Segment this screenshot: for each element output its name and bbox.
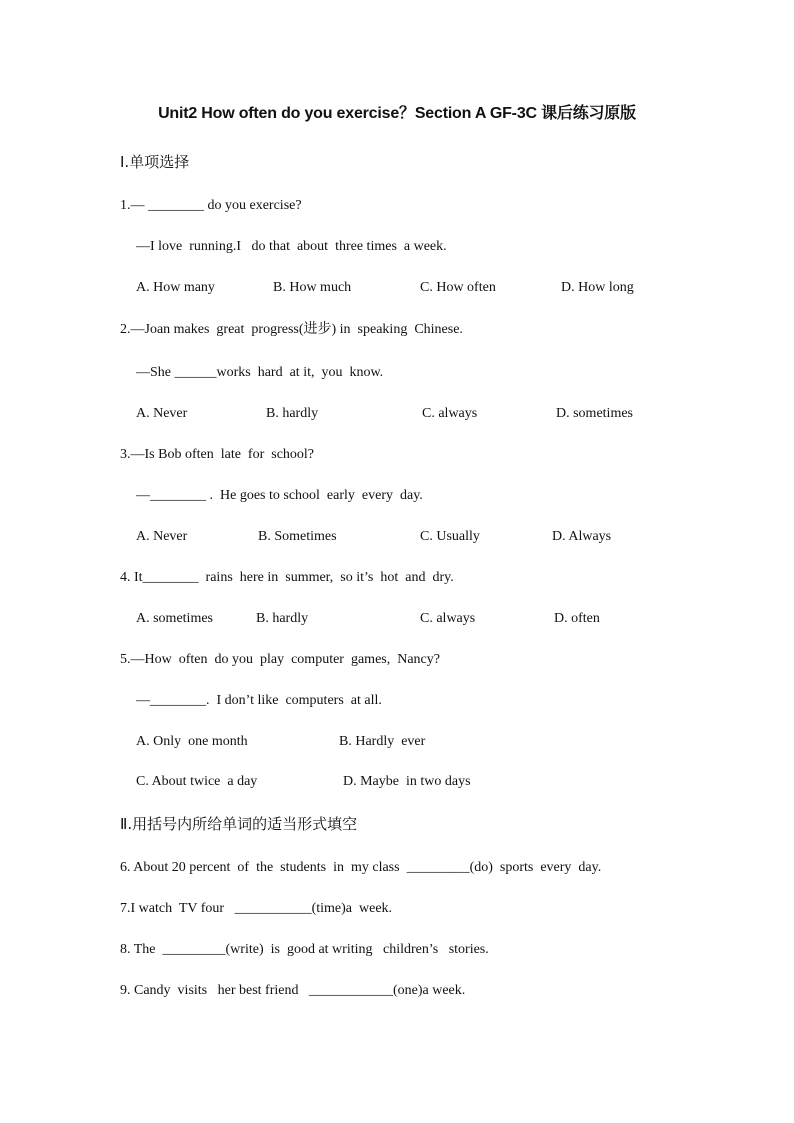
question-2-stem: 2.—Joan makes great progress(进步) in speaking Chinese.: [120, 322, 463, 337]
question-3-stem: 3.—Is Bob often late for school?: [120, 447, 315, 462]
section-heading-fill-in: Ⅱ.用括号内所给单词的适当形式填空: [120, 815, 358, 833]
q4-option-c: C. always: [420, 611, 476, 626]
q1-option-a: A. How many: [136, 280, 215, 295]
q1-option-c: C. How often: [420, 280, 496, 295]
q3-option-a: A. Never: [136, 529, 188, 544]
q1-option-d: D. How long: [561, 280, 634, 295]
page-title: Unit2 How often do you exercise？Section A GF-3C 课后练习原版: [158, 105, 636, 122]
question-3-reply: —________ . He goes to school early every day.: [136, 488, 423, 503]
question-5-reply: —________. I don’t like computers at all.: [136, 693, 382, 708]
q4-option-a: A. sometimes: [136, 611, 213, 626]
q3-option-d: D. Always: [552, 529, 612, 544]
question-1-reply: —I love running.I do that about three times a week.: [136, 239, 447, 254]
q3-option-b: B. Sometimes: [258, 529, 337, 544]
question-4-stem: 4. It________ rains here in summer, so it’s hot and dry.: [120, 570, 454, 585]
q4-option-b: B. hardly: [256, 611, 309, 626]
q2-option-c: C. always: [422, 406, 478, 421]
q5-option-b: B. Hardly ever: [339, 734, 426, 749]
question-9: 9. Candy visits her best friend ____________(one)a week.: [120, 983, 466, 998]
question-2-reply: —She ______works hard at it, you know.: [136, 365, 384, 380]
q1-option-b: B. How much: [273, 280, 352, 295]
q2-option-a: A. Never: [136, 406, 188, 421]
section-heading-single-choice: Ⅰ.单项选择: [120, 153, 190, 171]
q5-option-d: D. Maybe in two days: [343, 774, 471, 789]
q3-option-c: C. Usually: [420, 529, 480, 544]
question-1-stem: 1.— ________ do you exercise?: [120, 198, 302, 213]
question-5-stem: 5.—How often do you play computer games, Nancy?: [120, 652, 440, 667]
q4-option-d: D. often: [554, 611, 600, 626]
question-6: 6. About 20 percent of the students in my class _________(do) sports every day.: [120, 860, 602, 875]
q5-option-a: A. Only one month: [136, 734, 248, 749]
q5-option-c: C. About twice a day: [136, 774, 258, 789]
question-8: 8. The _________(write) is good at writing children’s stories.: [120, 942, 489, 957]
q2-option-b: B. hardly: [266, 406, 319, 421]
q2-option-d: D. sometimes: [556, 406, 633, 421]
question-7: 7.I watch TV four ___________(time)a week.: [120, 901, 393, 916]
